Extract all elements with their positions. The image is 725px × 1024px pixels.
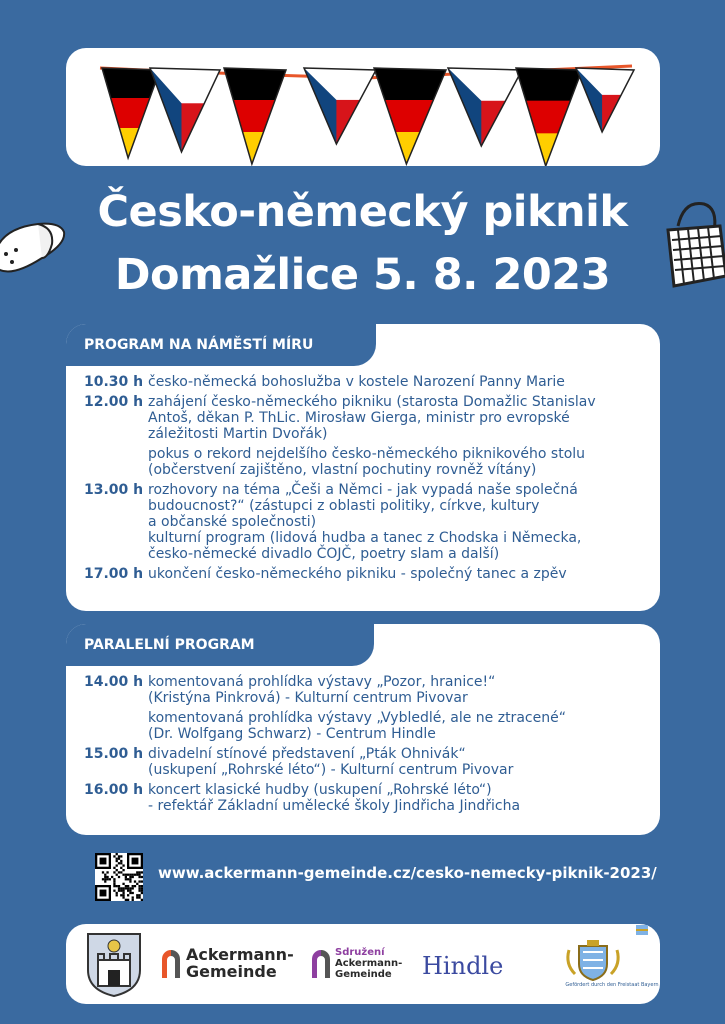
schedule-description-line: divadelní stínové představení „Pták Ohnivák“: [148, 746, 466, 762]
schedule-description-line: rozhovory na téma „Češi a Němci - jak vypadá naše společná: [148, 482, 578, 498]
german-flag-pennant: [102, 68, 160, 159]
german-flag-pennant: [224, 68, 286, 165]
schedule-row: [84, 482, 650, 562]
schedule-description-line: kulturní program (lidová hudba a tanec z Chodska i Německa,: [148, 530, 582, 546]
schedule-description-line: koncert klasické hudby (uskupení „Rohrské léto“): [148, 782, 492, 798]
ackermann-logo-icon: [160, 948, 182, 980]
schedule-description-line: budoucnost?“ (zástupci z oblasti politiky, církve, kultury: [148, 498, 540, 514]
schedule-description-line: a občanské společnosti): [148, 514, 317, 530]
schedule-time: 17.00 h: [84, 566, 144, 582]
schedule-description: [148, 746, 650, 778]
german-flag-pennant: [516, 68, 582, 166]
parallel-program-heading: PARALELNÍ PROGRAM: [66, 624, 374, 666]
schedule-row: [84, 374, 650, 390]
schedule-time: [84, 710, 148, 742]
schedule-description-line: česko-německé divadlo ČOJČ, poetry slam a další): [148, 546, 500, 562]
schedule-time: 12.00 h: [84, 394, 144, 410]
event-place-date: Domažlice 5. 8. 2023: [114, 250, 611, 300]
schedule-description-line: česko-německá bohoslužba v kostele Narození Panny Marie: [148, 374, 565, 390]
german-flag-pennant: [374, 68, 446, 165]
program-section: [66, 324, 660, 611]
parallel-program-list: [84, 674, 650, 818]
schedule-description: [148, 374, 650, 390]
schedule-time: 15.00 h: [84, 746, 144, 762]
schedule-description-line: záležitosti Martin Dvořák): [148, 426, 328, 442]
small-flag-icon: [636, 925, 648, 935]
schedule-time: 14.00 h: [84, 674, 144, 690]
schedule-row: [84, 446, 650, 478]
bavaria-coat-of-arms-icon: [563, 940, 623, 982]
czech-flag-pennant: [448, 68, 522, 166]
schedule-description-line: ukončení česko-německého pikniku - společný tanec a zpěv: [148, 566, 567, 582]
schedule-description: [148, 674, 650, 706]
schedule-description-line: - refektář Základní umělecké školy Jindřicha Jindřicha: [148, 798, 521, 814]
schedule-description-line: komentovaná prohlídka výstavy „Vybledlé, ale ne ztracené“: [148, 710, 566, 726]
schedule-time: 13.00 h: [84, 482, 144, 498]
schedule-time: 10.30 h: [84, 374, 144, 390]
program-list: [84, 374, 650, 586]
schedule-description: [148, 394, 650, 442]
schedule-description-line: pokus o rekord nejdelšího česko-německého piknikového stolu: [148, 446, 586, 462]
schedule-row: [84, 710, 650, 742]
bunting-banner: [66, 48, 660, 166]
schedule-row: [84, 746, 650, 778]
schedule-description: [148, 566, 650, 582]
schedule-time: [84, 446, 148, 478]
domazlice-coat-of-arms-icon: [84, 930, 144, 998]
schedule-description-line: (uskupení „Rohrské léto“) - Kulturní centrum Pivovar: [148, 762, 514, 778]
sdruzeni-logo-icon: [310, 948, 332, 980]
schedule-row: [84, 782, 650, 814]
schedule-row: [84, 674, 650, 706]
czech-flag-pennant: [576, 68, 634, 159]
program-heading: PROGRAM NA NÁMĚSTÍ MÍRU: [66, 324, 376, 366]
qr-code-icon[interactable]: [95, 853, 143, 901]
schedule-row: [84, 394, 650, 442]
page-title: Česko-německý piknik: [97, 187, 628, 237]
schedule-description: [148, 782, 650, 814]
schedule-description-line: zahájení česko-německého pikniku (starosta Domažlic Stanislav: [148, 394, 596, 410]
schedule-description-line: (občerstvení zajištěno, vlastní pochutiny rovněž vítány): [148, 462, 537, 478]
schedule-time: 16.00 h: [84, 782, 144, 798]
sdruzeni-logo-text: Sdružení Ackermann- Gemeinde: [335, 947, 403, 980]
schedule-description-line: (Kristýna Pinkrová) - Kulturní centrum Pivovar: [148, 690, 468, 706]
flag-bunting-icon: [66, 48, 660, 166]
czech-flag-pennant: [150, 68, 220, 166]
schedule-description: [148, 446, 650, 478]
ackermann-logo-text: Ackermann- Gemeinde: [186, 945, 294, 981]
hindle-logo: Hindle: [422, 952, 504, 980]
schedule-description-line: (Dr. Wolfgang Schwarz) - Centrum Hindle: [148, 726, 436, 742]
schedule-description: [148, 710, 650, 742]
website-link[interactable]: www.ackermann-gemeinde.cz/cesko-nemecky-piknik-2023/: [158, 864, 657, 882]
schedule-row: [84, 566, 650, 582]
parallel-program-section: [66, 624, 660, 835]
czech-flag-pennant: [304, 68, 376, 166]
funding-note: Gefördert durch den Freistaat Bayern: [565, 982, 659, 988]
schedule-description: [148, 482, 650, 562]
schedule-description-line: komentovaná prohlídka výstavy „Pozor, hranice!“: [148, 674, 496, 690]
schedule-description-line: Antoš, děkan P. ThLic. Mirosław Gierga, ministr pro evropské: [148, 410, 570, 426]
